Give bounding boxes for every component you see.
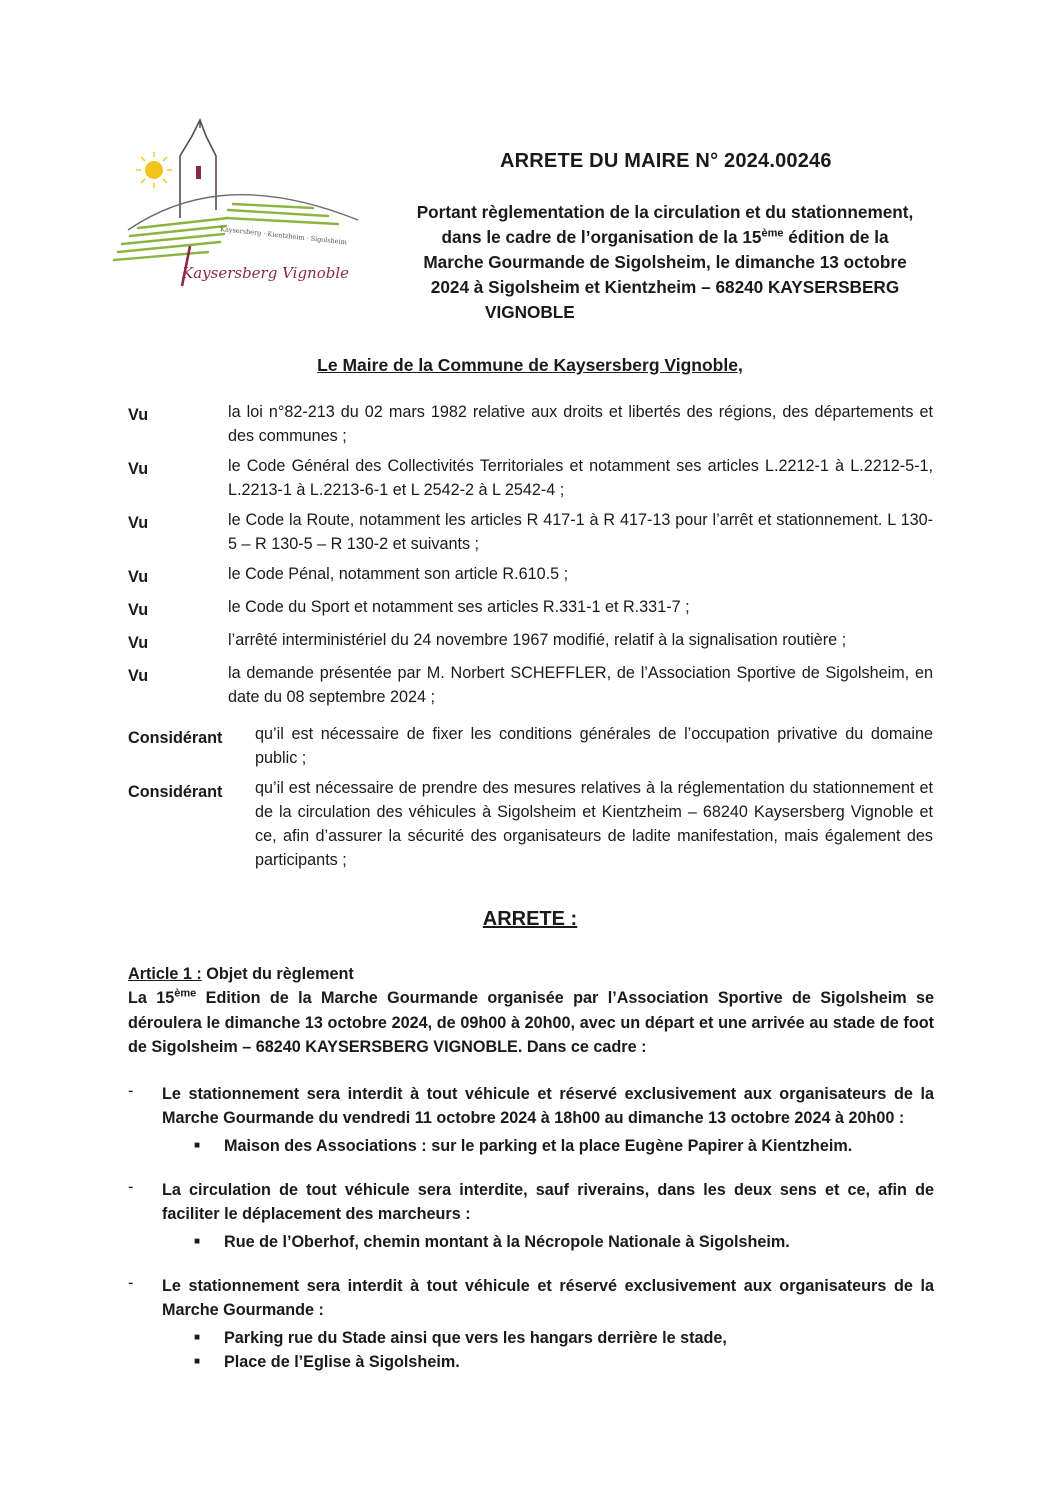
vu-item [128,595,933,622]
measure-item [128,1178,934,1254]
vu-label: Vu [128,601,149,619]
subject-line: VIGNOBLE [485,302,575,322]
subject-text: édition de la [783,227,889,247]
vu-item [128,661,933,709]
mayor-heading: Le Maire de la Commune de Kaysersberg Vignoble, [317,355,743,375]
superscript: ème [761,227,784,240]
measure-text: La circulation de tout véhicule sera interdite, sauf riverains, dans les deux sens et ce, afin de faciliter le déplacement des marcheurs : [162,1180,934,1223]
article-1 [128,962,934,1394]
square-bullet-icon: ■ [194,1235,201,1247]
considerant-label: Considérant [128,783,223,801]
vu-item [128,562,933,589]
dash-marker: - [128,1081,134,1100]
bullet-text: Place de l’Eglise à Sigolsheim. [224,1352,460,1371]
measure-bullets [194,1326,934,1374]
measure-text: Le stationnement sera interdit à tout véhicule et réservé exclusivement aux organisateurs de la Marche Gourmande : [162,1276,934,1319]
considerant-label: Considérant [128,729,223,747]
measure-item [128,1082,934,1158]
measure-bullet [194,1350,934,1374]
vu-text: le Code la Route, notamment les articles R 417-1 à R 417-13 pour l’arrêt et stationnement. L 130-5 – R 130-5 – R 130-2 et suivants ; [228,511,933,553]
logo-town-name: Kaysersberg Vignoble [182,264,350,282]
vu-text: le Code Pénal, notamment son article R.610.5 ; [228,565,569,583]
vu-label: Vu [128,514,149,532]
considerant-list [128,722,933,872]
subject-line [441,227,888,247]
vu-item [128,508,933,556]
measure-bullets [194,1134,934,1158]
measure-bullet [194,1230,934,1254]
intro-text: Edition de la Marche Gourmande organisée par l’Association Sportive de Sigolsheim se déroulera le dimanche 13 octobre 2024, de 09h00 à 20h00, avec un départ et une arrivée au stade de foot de Sigolsheim – 68240 KAYSERSBERG VIGNOBLE. Dans ce cadre : [128,989,934,1056]
dash-marker: - [128,1273,134,1292]
vu-text: la demande présentée par M. Norbert SCHEFFLER, de l’Association Sportive de Sigolsheim, en date du 08 septembre 2024 ; [228,664,933,706]
article-label: Article 1 : [128,965,202,983]
vu-label: Vu [128,568,149,586]
vu-label: Vu [128,460,149,478]
dash-marker: - [128,1177,134,1196]
measure-item [128,1274,934,1374]
article-heading [128,962,934,986]
measure-content [162,1082,934,1158]
bullet-text: Rue de l’Oberhof, chemin montant à la Nécropole Nationale à Sigolsheim. [224,1232,790,1251]
town-logo [108,118,366,298]
bullet-text: Parking rue du Stade ainsi que vers les hangars derrière le stade, [224,1328,727,1347]
logo-villages-text: Kaysersberg · Kientzheim · Sigolsheim [219,225,348,247]
bullet-text: Maison des Associations : sur le parking et la place Eugène Papirer à Kientzheim. [224,1136,853,1155]
subject-line: Marche Gourmande de Sigolsheim, le dimanche 13 octobre [423,252,907,272]
vu-text: le Code Général des Collectivités Territoriales et notamment ses articles L.2212-1 à L.2212-5-1, L.2213-1 à L.2213-6-1 et L 2542-2 à L 2542-4 ; [228,457,933,499]
vu-item [128,454,933,502]
measure-text: Le stationnement sera interdit à tout véhicule et réservé exclusivement aux organisateurs de la Marche Gourmande du vendredi 11 octobre 2024 à 18h00 au dimanche 13 octobre 2024 à 20h00 : [162,1084,934,1127]
measure-bullets [194,1230,934,1254]
vu-text: l’arrêté interministériel du 24 novembre 1967 modifié, relatif à la signalisation routière ; [228,631,847,649]
article-measures-list [128,1082,934,1374]
superscript: ème [174,987,197,1000]
measure-bullet [194,1326,934,1350]
considerant-item [128,776,933,872]
measure-content [162,1274,934,1374]
vu-list [128,400,933,709]
decree-title: ARRETE DU MAIRE N° 2024.00246 [500,150,832,172]
vu-text: la loi n°82-213 du 02 mars 1982 relative aux droits et libertés des régions, des départements et des communes ; [228,403,933,445]
considerant-item [128,722,933,770]
arrete-heading: ARRETE : [482,908,578,930]
article-intro [128,986,934,1060]
intro-text: La 15 [128,989,175,1007]
vu-item [128,400,933,448]
considerant-text: qu’il est nécessaire de fixer les conditions générales de l’occupation privative du domaine public ; [255,725,933,767]
vu-text: le Code du Sport et notamment ses articles R.331-1 et R.331-7 ; [228,598,690,616]
vu-label: Vu [128,406,149,424]
square-bullet-icon: ■ [194,1355,201,1367]
subject-text: dans le cadre de l’organisation de la 15 [441,227,762,247]
measure-bullet [194,1134,934,1158]
square-bullet-icon: ■ [194,1331,201,1343]
kaysersberg-vignoble-logo-icon [108,118,366,298]
decree-subject [370,200,960,325]
vu-item [128,628,933,655]
vu-label: Vu [128,667,149,685]
square-bullet-icon: ■ [194,1139,201,1151]
article-title: Objet du règlement [201,965,354,983]
measure-content [162,1178,934,1254]
vu-label: Vu [128,634,149,652]
considerant-text: qu’il est nécessaire de prendre des mesures relatives à la réglementation du stationnement et de la circulation des véhicules à Sigolsheim et Kientzheim – 68240 Kaysersberg Vignoble et ce, afin d’assurer la sécurité des organisateurs de ladite manifestation, mais également des participants ; [255,779,933,869]
subject-line: Portant règlementation de la circulation et du stationnement, [416,202,914,222]
subject-line: 2024 à Sigolsheim et Kientzheim – 68240 KAYSERSBERG [430,277,900,297]
